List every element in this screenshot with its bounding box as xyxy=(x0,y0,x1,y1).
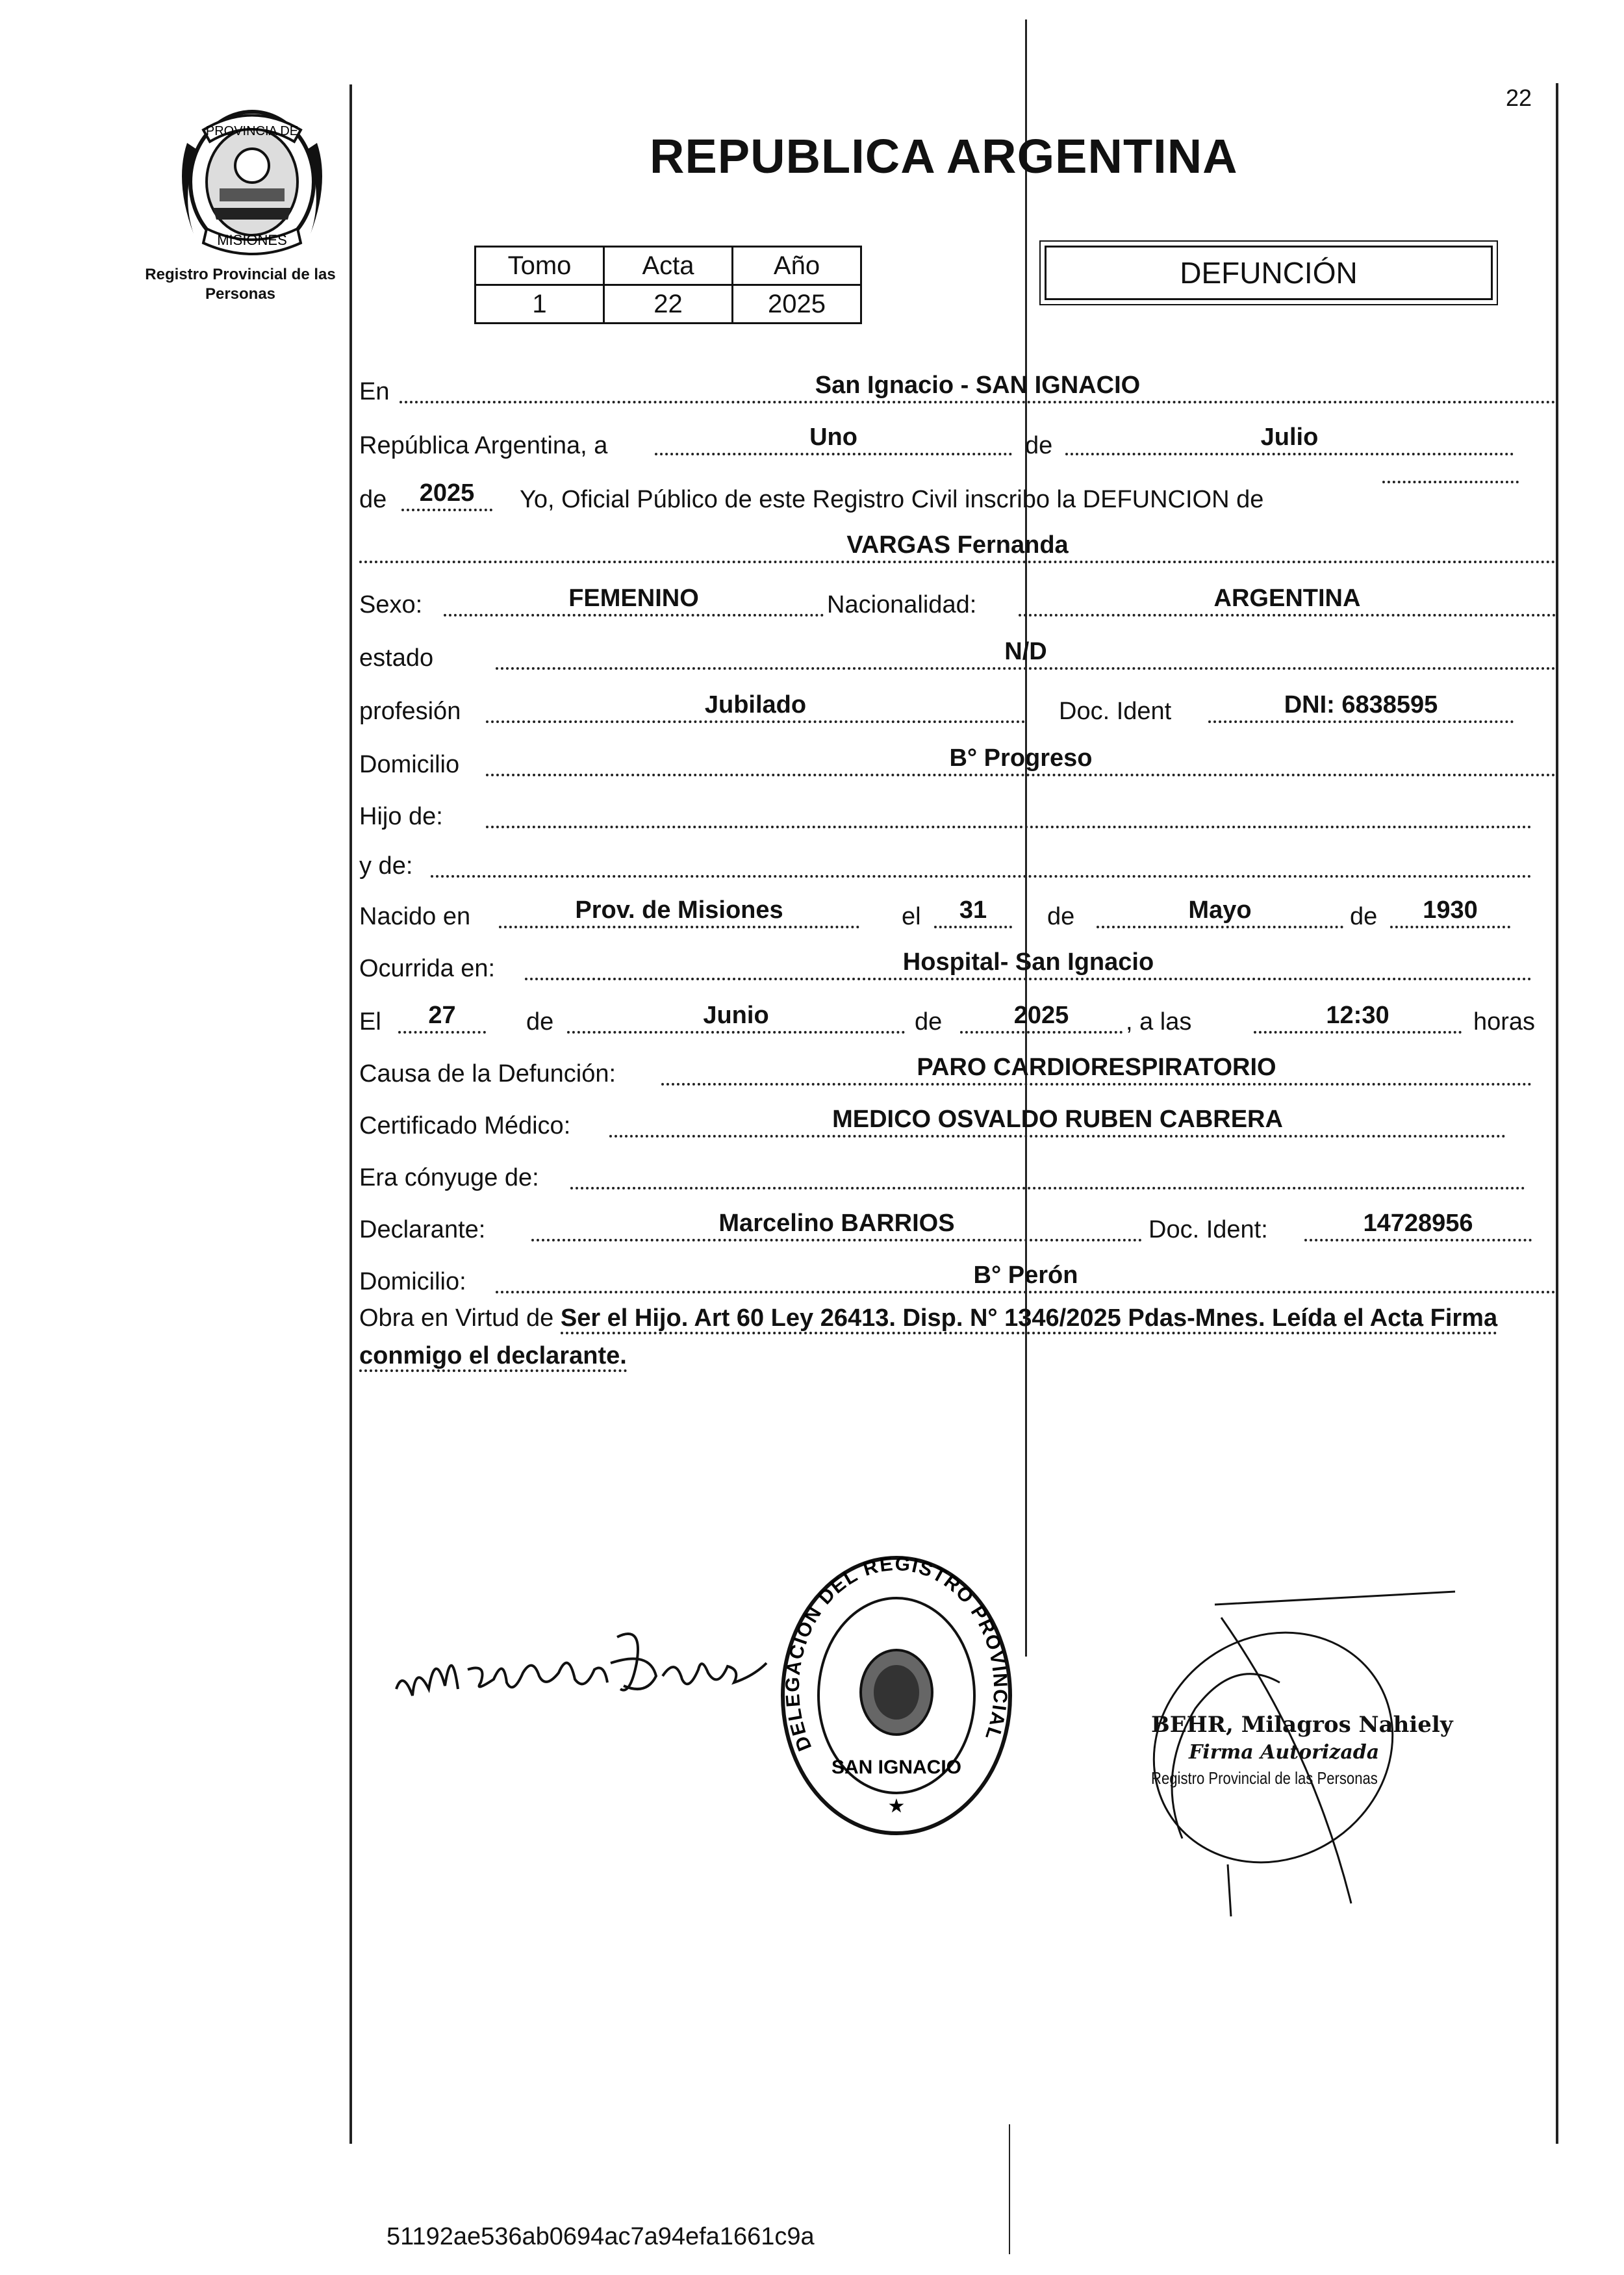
nacionalidad-label: Nacionalidad: xyxy=(827,591,977,618)
scan-fold-line xyxy=(1025,19,1027,1657)
certificado-field: MEDICO OSVALDO RUBEN CABRERA xyxy=(609,1106,1506,1138)
place-field: San Ignacio - SAN IGNACIO xyxy=(400,372,1556,403)
obra-text: Ser el Hijo. Art 60 Ley 26413. Disp. N° 1346/2025 Pdas-Mnes. Leída el Acta Firma conmigo el declarante. xyxy=(359,1304,1497,1372)
domicilio-field: B° Progreso xyxy=(486,744,1556,776)
de-label-6: de xyxy=(915,1008,943,1036)
acta-value: 22 xyxy=(604,285,733,324)
right-margin-rule xyxy=(1556,83,1558,2144)
birth-year-field: 1930 xyxy=(1390,896,1510,928)
official-org: Registro Provincial de las Personas xyxy=(1151,1768,1378,1788)
el-label: el xyxy=(902,903,921,930)
sexo-field: FEMENINO xyxy=(444,585,824,616)
profesion-label: profesión xyxy=(359,698,461,725)
decl-doc-label: Doc. Ident: xyxy=(1148,1216,1268,1243)
el-label-2: El xyxy=(359,1008,381,1036)
declarant-signature xyxy=(390,1611,780,1741)
yde-label: y de: xyxy=(359,852,413,880)
svg-text:DELEGACION DEL REGISTRO PROVIN: DELEGACION DEL REGISTRO PROVINCIAL DE LAS PERSONAS xyxy=(768,1536,1011,1755)
tomo-header: Tomo xyxy=(476,247,604,285)
profesion-field: Jubilado xyxy=(486,691,1025,723)
anio-value: 2025 xyxy=(733,285,861,324)
hijo-label: Hijo de: xyxy=(359,803,443,830)
inscription-text: Yo, Oficial Público de este Registro Civil inscribo la DEFUNCION de xyxy=(520,486,1264,513)
ocurrida-label: Ocurrida en: xyxy=(359,955,496,982)
estado-label: estado xyxy=(359,644,434,672)
de-label-3: de xyxy=(1047,903,1075,930)
horas-label: horas xyxy=(1473,1008,1536,1036)
nacionalidad-field: ARGENTINA xyxy=(1019,585,1556,616)
birth-month-field: Mayo xyxy=(1097,896,1343,928)
nacido-label: Nacido en xyxy=(359,903,471,930)
de-label-2: de xyxy=(359,486,387,513)
conyuge-field xyxy=(570,1158,1525,1189)
doc-ident-field: DNI: 6838595 xyxy=(1208,691,1514,723)
causa-label: Causa de la Defunción: xyxy=(359,1060,616,1087)
death-day-field: 27 xyxy=(398,1002,486,1034)
causa-field: PARO CARDIORESPIRATORIO xyxy=(661,1054,1532,1086)
sexo-label: Sexo: xyxy=(359,591,423,618)
svg-text:★: ★ xyxy=(887,1795,906,1818)
svg-text:PROVINCIA DE: PROVINCIA DE xyxy=(205,124,299,138)
obra-label: Obra en Virtud de xyxy=(359,1304,554,1332)
svg-text:MISIONES: MISIONES xyxy=(217,232,287,248)
scan-fold-line-lower xyxy=(1009,2124,1010,2254)
ocurrida-field: Hospital- San Ignacio xyxy=(525,948,1532,980)
domicilio2-label: Domicilio: xyxy=(359,1268,466,1295)
doc-ident-label: Doc. Ident xyxy=(1059,698,1172,725)
official-role: Firma Autorizada xyxy=(1189,1741,1380,1764)
svg-text:Marcelino Barrios: Marcelino Barrios xyxy=(390,1611,395,1612)
year-field: 2025 xyxy=(401,479,492,511)
page-number: 22 xyxy=(1506,84,1532,111)
declarante-label: Declarante: xyxy=(359,1216,486,1243)
svg-text:SAN IGNACIO: SAN IGNACIO xyxy=(831,1757,962,1778)
domicilio-label: Domicilio xyxy=(359,751,460,778)
month-field: Julio xyxy=(1065,424,1514,455)
register-table xyxy=(474,246,862,324)
de-label-4: de xyxy=(1350,903,1378,930)
delegation-stamp xyxy=(768,1536,1017,1838)
acta-header: Acta xyxy=(604,247,733,285)
yde-field xyxy=(431,846,1532,878)
death-time-field: 12:30 xyxy=(1254,1002,1462,1034)
deceased-name-field: VARGAS Fernanda xyxy=(359,531,1556,563)
nacido-en-field: Prov. de Misiones xyxy=(499,896,859,928)
declarante-field: Marcelino BARRIOS xyxy=(531,1210,1142,1241)
de-label: de xyxy=(1025,432,1053,459)
republica-label: República Argentina, a xyxy=(359,432,608,459)
en-label: En xyxy=(359,378,390,405)
conyuge-label: Era cónyuge de: xyxy=(359,1164,539,1191)
certificado-label: Certificado Médico: xyxy=(359,1112,571,1139)
left-margin-rule xyxy=(349,84,352,2144)
official-name: BEHR, Milagros Nahiely xyxy=(1151,1712,1453,1738)
anio-header: Año xyxy=(733,247,861,285)
death-year-field: 2025 xyxy=(960,1002,1123,1034)
hijo-field xyxy=(486,796,1532,828)
tomo-value: 1 xyxy=(476,285,604,324)
alas-label: , a las xyxy=(1126,1008,1192,1036)
trailing-blank xyxy=(1382,479,1519,483)
domicilio2-field: B° Perón xyxy=(496,1262,1556,1293)
de-label-5: de xyxy=(526,1008,554,1036)
document-hash: 51192ae536ab0694ac7a94efa1661c9a xyxy=(387,2223,815,2250)
obra-statement xyxy=(359,1299,1554,1375)
org-name: Registro Provincial de las Personas xyxy=(145,266,336,303)
death-month-field: Junio xyxy=(567,1002,905,1034)
birth-day-field: 31 xyxy=(934,896,1012,928)
decl-doc-field: 14728956 xyxy=(1304,1210,1532,1241)
document-type-box: DEFUNCIÓN xyxy=(1045,246,1493,300)
page-title: REPUBLICA ARGENTINA xyxy=(650,129,1238,183)
day-field: Uno xyxy=(655,424,1012,455)
provincia-de-misiones-emblem-icon xyxy=(168,104,336,260)
estado-field: N/D xyxy=(496,638,1556,670)
